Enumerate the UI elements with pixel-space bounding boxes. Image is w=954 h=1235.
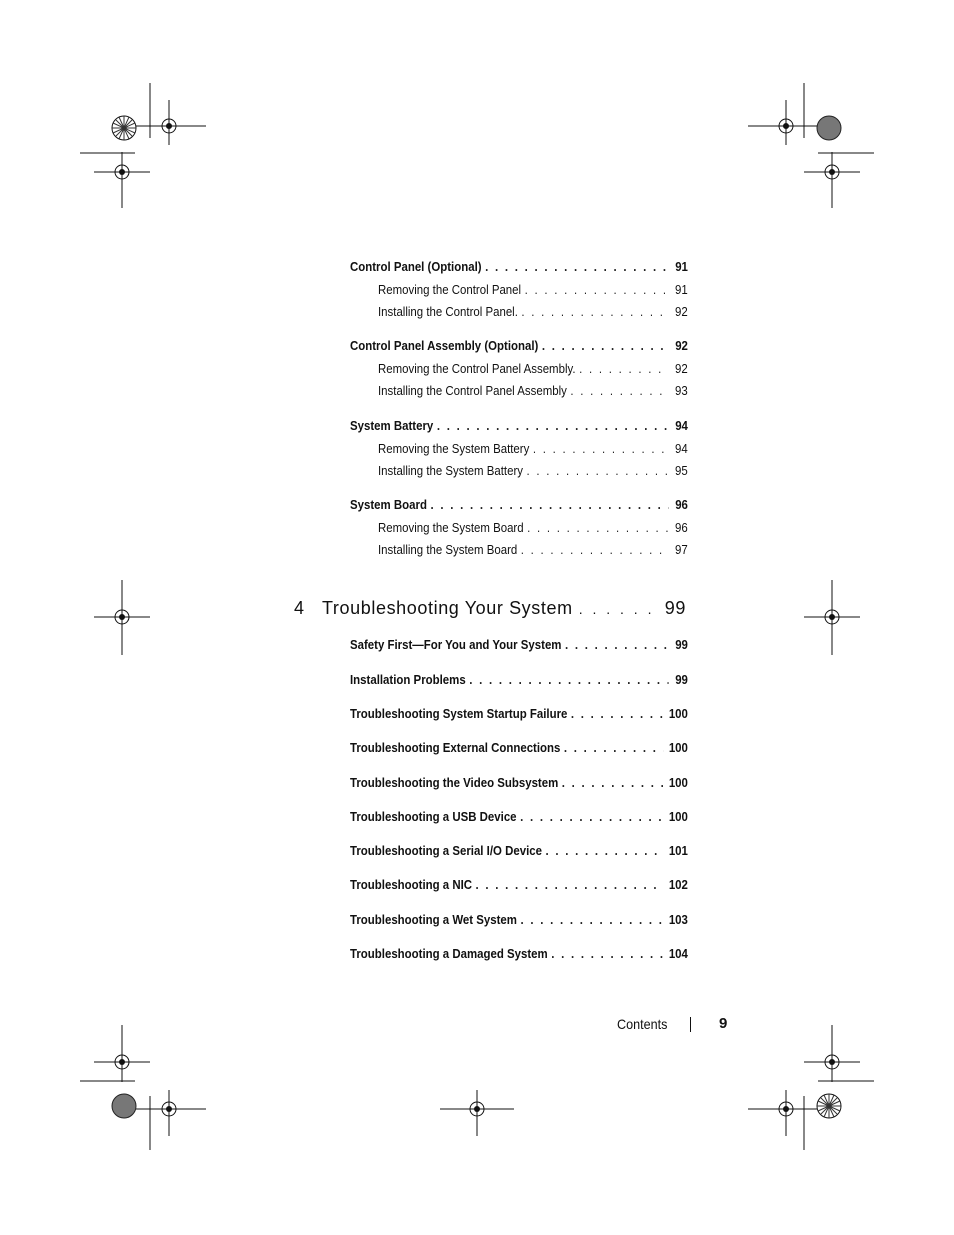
- toc-entry-page: 95: [675, 463, 688, 478]
- toc-entry-page: 92: [675, 304, 688, 319]
- toc-entry-page: 99: [675, 637, 688, 652]
- toc-entry-page: 94: [675, 441, 688, 456]
- toc-entry-page: 93: [675, 383, 688, 398]
- toc-entry[interactable]: [350, 637, 688, 655]
- chapter-number: 4: [294, 598, 305, 618]
- toc-entry-title: Troubleshooting a Damaged System: [350, 946, 548, 961]
- toc-entry-page: 102: [668, 877, 688, 892]
- toc-entry[interactable]: [350, 338, 688, 356]
- toc-entry-title: Troubleshooting a USB Device: [350, 809, 517, 824]
- page-number: 9: [719, 1015, 728, 1032]
- toc-subentry[interactable]: [378, 383, 688, 401]
- toc-entry-title: Installing the Control Panel Assembly: [378, 383, 567, 398]
- chapter-title: Troubleshooting Your System: [322, 598, 573, 618]
- toc-entry-title: Control Panel Assembly (Optional): [350, 338, 539, 353]
- toc-entry-title: Removing the System Battery: [378, 441, 530, 456]
- toc-entry-title: Troubleshooting External Connections: [350, 740, 561, 755]
- toc-entry[interactable]: [350, 740, 688, 758]
- toc-entry[interactable]: [350, 418, 688, 436]
- footer-divider: [690, 1017, 691, 1032]
- toc-entry-title: Safety First—For You and Your System: [350, 637, 562, 652]
- toc-subentry[interactable]: [378, 282, 688, 300]
- toc-entry-page: 96: [675, 520, 688, 535]
- toc-entry[interactable]: [350, 706, 688, 724]
- toc-entry-page: 94: [675, 418, 688, 433]
- toc-entry[interactable]: [350, 946, 688, 964]
- toc-entry[interactable]: [350, 877, 688, 895]
- toc-entry-page: 100: [668, 706, 688, 721]
- toc-entry[interactable]: [350, 259, 688, 277]
- toc-entry-title: Control Panel (Optional): [350, 259, 482, 274]
- toc-entry[interactable]: [350, 672, 688, 690]
- toc-entry-title: Troubleshooting System Startup Failure: [350, 706, 568, 721]
- toc-entry-page: 101: [668, 843, 688, 858]
- toc-entry-title: Installing the System Battery: [378, 463, 523, 478]
- toc-entry[interactable]: [350, 775, 688, 793]
- toc-entry-title: Troubleshooting a Serial I/O Device: [350, 843, 542, 858]
- toc-entry[interactable]: [350, 497, 688, 515]
- toc-entry-title: Removing the System Board: [378, 520, 524, 535]
- toc-subentry[interactable]: [378, 441, 688, 459]
- footer-label: Contents: [617, 1016, 668, 1032]
- toc-subentry[interactable]: [378, 304, 688, 322]
- toc-entry-title: Installation Problems: [350, 672, 466, 687]
- toc-entry-title: System Board: [350, 497, 427, 512]
- toc-entry-page: 92: [675, 361, 688, 376]
- chapter-heading[interactable]: [294, 598, 686, 622]
- toc-entry-page: 91: [675, 282, 688, 297]
- toc-entry-page: 92: [675, 338, 688, 353]
- toc-entry-title: Installing the Control Panel.: [378, 304, 518, 319]
- toc-entry-title: Removing the Control Panel Assembly.: [378, 361, 576, 376]
- toc-subentry[interactable]: [378, 520, 688, 538]
- toc-entry-title: Troubleshooting a Wet System: [350, 912, 517, 927]
- toc-subentry[interactable]: [378, 463, 688, 481]
- toc-entry-title: Installing the System Board: [378, 542, 518, 557]
- toc-subentry[interactable]: [378, 361, 688, 379]
- toc-entry-page: 103: [668, 912, 688, 927]
- toc-entry-title: Troubleshooting a NIC: [350, 877, 473, 892]
- toc-entry-page: 96: [675, 497, 688, 512]
- toc-entry[interactable]: [350, 809, 688, 827]
- toc-entry-page: 100: [668, 775, 688, 790]
- toc-entry[interactable]: [350, 843, 688, 861]
- toc-entry-page: 91: [675, 259, 688, 274]
- toc-entry-page: 99: [675, 672, 688, 687]
- toc-subentry[interactable]: [378, 542, 688, 560]
- toc-entry-page: 100: [668, 740, 688, 755]
- toc-entry-page: 100: [668, 809, 688, 824]
- toc-entry-page: 104: [668, 946, 688, 961]
- toc-entry-title: Troubleshooting the Video Subsystem: [350, 775, 559, 790]
- chapter-page: 99: [664, 598, 686, 618]
- toc-entry-page: 97: [675, 542, 688, 557]
- toc-entry-title: System Battery: [350, 418, 434, 433]
- toc-entry[interactable]: [350, 912, 688, 930]
- toc-entry-title: Removing the Control Panel: [378, 282, 522, 297]
